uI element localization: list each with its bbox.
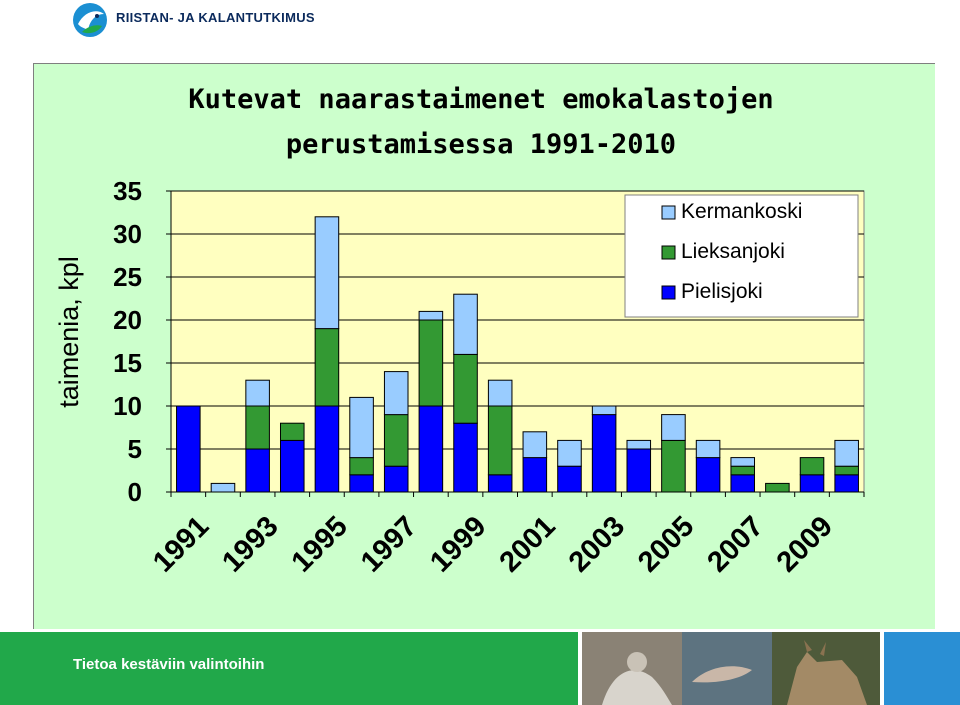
org-name: RIISTAN- JA KALANTUTKIMUS bbox=[116, 10, 315, 25]
bar-lieksanjoki-1993 bbox=[246, 406, 270, 449]
y-tick-label: 35 bbox=[113, 176, 142, 206]
x-tick-label: 2001 bbox=[493, 510, 562, 579]
y-tick-label: 10 bbox=[113, 391, 142, 421]
x-tick-label: 1995 bbox=[285, 510, 354, 579]
bar-pielisjoki-1999 bbox=[454, 423, 478, 492]
x-tick-label: 1999 bbox=[424, 510, 493, 579]
bar-lieksanjoki-2000 bbox=[488, 406, 512, 475]
chart-legend bbox=[625, 195, 858, 317]
bar-kermankoski-2004 bbox=[627, 440, 651, 449]
y-tick-label: 0 bbox=[127, 477, 142, 507]
bar-pielisjoki-2006 bbox=[696, 458, 720, 492]
legend-label-kermankoski: Kermankoski bbox=[681, 200, 803, 223]
bar-pielisjoki-2010 bbox=[835, 475, 859, 492]
bar-lieksanjoki-1998 bbox=[419, 320, 443, 406]
chart-title-line-2: perustamisessa 1991-2010 bbox=[285, 129, 677, 160]
bar-lieksanjoki-1995 bbox=[315, 329, 339, 406]
bar-kermankoski-2001 bbox=[523, 432, 547, 458]
legend-label-lieksanjoki: Lieksanjoki bbox=[681, 240, 785, 263]
bar-lieksanjoki-1997 bbox=[384, 415, 408, 467]
bar-kermankoski-2005 bbox=[662, 415, 686, 441]
bar-kermankoski-2000 bbox=[488, 380, 512, 406]
legend-swatch-kermankoski bbox=[662, 206, 675, 219]
bar-pielisjoki-1994 bbox=[280, 440, 304, 492]
stacked-bar-chart bbox=[34, 64, 934, 628]
bar-lieksanjoki-2008 bbox=[766, 483, 790, 492]
x-tick-label: 2003 bbox=[562, 510, 632, 579]
x-tick-label: 2005 bbox=[632, 510, 701, 579]
bar-pielisjoki-1997 bbox=[384, 466, 408, 492]
bar-pielisjoki-1998 bbox=[419, 406, 443, 492]
y-tick-label: 20 bbox=[113, 305, 142, 335]
bar-pielisjoki-2000 bbox=[488, 475, 512, 492]
bar-lieksanjoki-2010 bbox=[835, 466, 859, 475]
legend-label-pielisjoki: Pielisjoki bbox=[681, 280, 763, 303]
bar-kermankoski-1992 bbox=[211, 483, 235, 492]
bar-kermankoski-1996 bbox=[350, 397, 374, 457]
bar-pielisjoki-2003 bbox=[592, 415, 616, 492]
page-header bbox=[0, 0, 960, 60]
bar-pielisjoki-2001 bbox=[523, 458, 547, 492]
chart-title-line-1: Kutevat naarastaimenet emokalastojen bbox=[188, 84, 774, 115]
bar-kermankoski-2002 bbox=[558, 440, 582, 466]
bar-kermankoski-2010 bbox=[835, 440, 859, 466]
bar-pielisjoki-2007 bbox=[731, 475, 755, 492]
bar-kermankoski-2003 bbox=[592, 406, 616, 415]
chart-panel bbox=[33, 63, 935, 629]
bar-kermankoski-1995 bbox=[315, 217, 339, 329]
x-tick-label: 1997 bbox=[354, 510, 424, 579]
x-tick-label: 2007 bbox=[701, 510, 770, 579]
bar-kermankoski-1999 bbox=[454, 294, 478, 354]
footer-accent bbox=[884, 632, 960, 705]
bar-lieksanjoki-2007 bbox=[731, 466, 755, 475]
bar-lieksanjoki-2005 bbox=[662, 440, 686, 492]
x-tick-label: 1991 bbox=[147, 510, 216, 579]
bar-kermankoski-2007 bbox=[731, 458, 755, 467]
bar-lieksanjoki-1999 bbox=[454, 354, 478, 423]
bar-kermankoski-1993 bbox=[246, 380, 270, 406]
bar-lieksanjoki-1994 bbox=[280, 423, 304, 440]
legend-swatch-lieksanjoki bbox=[662, 246, 675, 259]
bar-pielisjoki-2002 bbox=[558, 466, 582, 492]
footer-photo-strip bbox=[582, 632, 880, 705]
legend-swatch-pielisjoki bbox=[662, 286, 675, 299]
bar-lieksanjoki-1996 bbox=[350, 458, 374, 475]
y-axis bbox=[113, 176, 171, 507]
y-tick-label: 25 bbox=[113, 262, 142, 292]
y-axis-label: taimenia, kpl bbox=[54, 256, 84, 408]
bar-pielisjoki-1991 bbox=[177, 406, 201, 492]
bar-kermankoski-1998 bbox=[419, 311, 443, 320]
bar-pielisjoki-2004 bbox=[627, 449, 651, 492]
y-tick-label: 30 bbox=[113, 219, 142, 249]
y-tick-label: 5 bbox=[127, 434, 142, 464]
bar-pielisjoki-1996 bbox=[350, 475, 374, 492]
bar-lieksanjoki-2009 bbox=[800, 458, 824, 475]
x-tick-label: 2009 bbox=[770, 510, 839, 579]
wildlife-photo bbox=[582, 632, 880, 705]
footer-slogan: Tietoa kestäviin valintoihin bbox=[73, 656, 265, 673]
x-tick-label: 1993 bbox=[216, 510, 285, 579]
bar-pielisjoki-1995 bbox=[315, 406, 339, 492]
bar-kermankoski-2006 bbox=[696, 440, 720, 457]
bar-kermankoski-1997 bbox=[384, 372, 408, 415]
y-tick-label: 15 bbox=[113, 348, 142, 378]
bar-pielisjoki-2009 bbox=[800, 475, 824, 492]
institute-logo bbox=[70, 2, 110, 38]
bar-pielisjoki-1993 bbox=[246, 449, 270, 492]
x-axis bbox=[147, 492, 864, 579]
